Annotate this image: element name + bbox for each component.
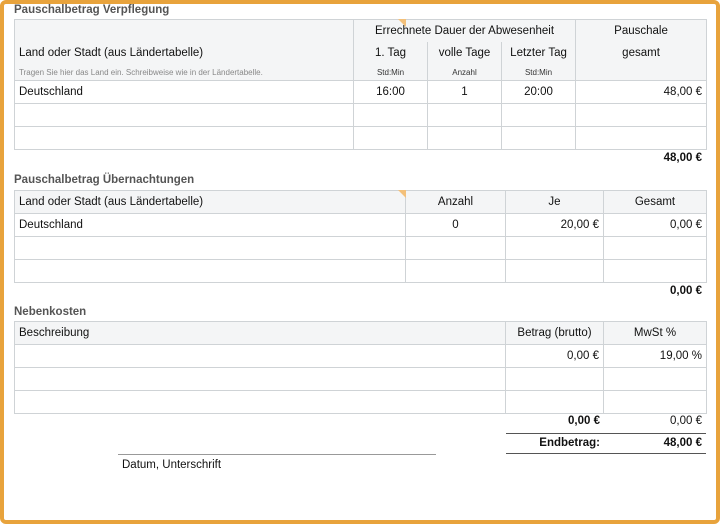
header-duration: Errechnete Dauer der Abwesenheit xyxy=(354,20,576,43)
header-betrag: Betrag (brutto) xyxy=(506,322,604,345)
table-row xyxy=(15,81,707,104)
unit-tag1: Std:Min xyxy=(354,64,428,81)
table-header-row xyxy=(15,322,707,345)
header-land: Land oder Stadt (aus Ländertabelle) xyxy=(15,191,406,214)
cell-anzahl[interactable]: 0 xyxy=(406,214,506,237)
header-volle-tage: volle Tage xyxy=(428,42,502,64)
divider xyxy=(506,433,706,434)
table-row xyxy=(15,237,707,260)
divider xyxy=(506,453,706,454)
cell-gesamt: 0,00 € xyxy=(604,214,707,237)
table-header-row xyxy=(15,20,707,43)
table-header-row xyxy=(15,42,707,64)
table-row xyxy=(15,368,707,391)
table-row xyxy=(15,214,707,237)
table-nebenkosten xyxy=(14,321,707,414)
land-hint: Tragen Sie hier das Land ein. Schreibweise wie in der Ländertabelle. xyxy=(15,64,354,81)
signature-line xyxy=(118,454,436,455)
table-row xyxy=(15,127,707,150)
header-je: Je xyxy=(506,191,604,214)
endbetrag-value: 48,00 € xyxy=(663,437,702,449)
total-nebenkosten-betrag: 0,00 € xyxy=(568,415,600,427)
header-gesamt: Gesamt xyxy=(604,191,707,214)
cell-mwst[interactable]: 19,00 % xyxy=(604,345,707,368)
header-tag1: 1. Tag xyxy=(354,42,428,64)
table-header-row xyxy=(15,191,707,214)
table-verpflegung xyxy=(14,19,707,150)
header-letzter-tag: Letzter Tag xyxy=(502,42,576,64)
total-verpflegung: 48,00 € xyxy=(663,152,702,164)
table-subheader-row xyxy=(15,64,707,81)
table-uebernachtungen xyxy=(14,190,707,283)
table-row xyxy=(15,345,707,368)
header-mwst: MwSt % xyxy=(604,322,707,345)
cell-beschreibung[interactable] xyxy=(15,345,506,368)
unit-letzter: Std:Min xyxy=(502,64,576,81)
comment-marker xyxy=(398,190,406,198)
section-title-uebernachtungen: Pauschalbetrag Übernachtungen xyxy=(14,174,195,186)
comment-marker xyxy=(398,19,406,27)
section-title-verpflegung: Pauschalbetrag Verpflegung xyxy=(14,4,170,16)
unit-volle: Anzahl xyxy=(428,64,502,81)
total-uebernachtungen: 0,00 € xyxy=(670,285,702,297)
cell-land[interactable]: Deutschland xyxy=(15,214,406,237)
cell-land[interactable]: Deutschland xyxy=(15,81,354,104)
header-gesamt: gesamt xyxy=(576,42,707,64)
table-row xyxy=(15,260,707,283)
header-land: Land oder Stadt (aus Ländertabelle) xyxy=(15,42,354,64)
table-row xyxy=(15,104,707,127)
header-pauschale: Pauschale xyxy=(576,20,707,43)
signature-label: Datum, Unterschrift xyxy=(122,459,222,471)
cell-je: 20,00 € xyxy=(506,214,604,237)
total-nebenkosten-mwst: 0,00 € xyxy=(670,415,702,427)
header-anzahl: Anzahl xyxy=(406,191,506,214)
cell-volle[interactable]: 1 xyxy=(428,81,502,104)
cell-pauschale: 48,00 € xyxy=(576,81,707,104)
cell-betrag[interactable]: 0,00 € xyxy=(506,345,604,368)
table-row xyxy=(15,391,707,414)
cell-letzter[interactable]: 20:00 xyxy=(502,81,576,104)
header-beschreibung: Beschreibung xyxy=(15,322,506,345)
cell-tag1[interactable]: 16:00 xyxy=(354,81,428,104)
section-title-nebenkosten: Nebenkosten xyxy=(14,306,87,318)
endbetrag-label: Endbetrag: xyxy=(539,437,600,449)
